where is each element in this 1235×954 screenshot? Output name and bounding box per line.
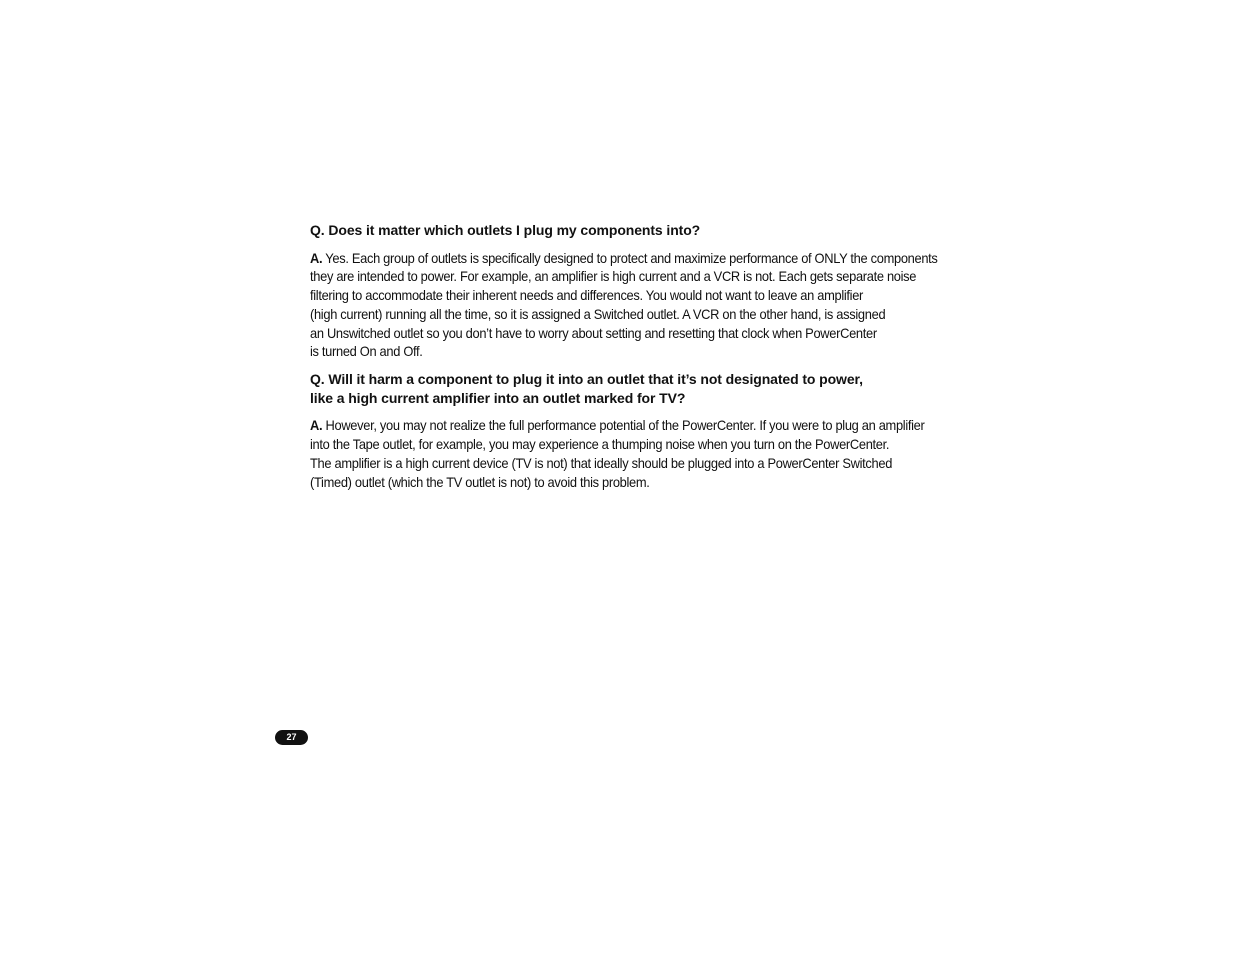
question-line: like a high current amplifier into an outlet marked for TV? xyxy=(310,389,686,406)
answer-label: A. xyxy=(310,417,323,434)
page-number-badge: 27 xyxy=(275,730,308,745)
answer-paragraph xyxy=(310,416,991,491)
answer-paragraph xyxy=(310,249,991,362)
question-heading xyxy=(310,370,990,407)
answer-line: (Timed) outlet (which the TV outlet is not) to avoid this problem. xyxy=(310,473,650,490)
answer-label: A. xyxy=(310,249,323,266)
answer-line: is turned On and Off. xyxy=(310,343,423,360)
answer-line: into the Tape outlet, for example, you may experience a thumping noise when you turn on the PowerCenter. xyxy=(310,436,890,453)
answer-line: they are intended to power. For example, an amplifier is high current and a VCR is not. Each gets separate noise xyxy=(310,268,917,285)
faq-content xyxy=(310,221,990,500)
faq-item-outlets xyxy=(310,221,990,361)
answer-line: filtering to accommodate their inherent needs and differences. You would not want to leave an amplifier xyxy=(310,287,864,304)
question-line: Q. Will it harm a component to plug it into an outlet that it’s not designated to power, xyxy=(310,371,863,388)
answer-line: A. Yes. Each group of outlets is specifically designed to protect and maximize performance of ONLY the components xyxy=(310,249,938,266)
answer-line: The amplifier is a high current device (TV is not) that ideally should be plugged into a PowerCenter Switched xyxy=(310,454,893,471)
answer-line: A. However, you may not realize the full performance potential of the PowerCenter. If you were to plug an amplifier xyxy=(310,417,925,434)
answer-line: (high current) running all the time, so it is assigned a Switched outlet. A VCR on the other hand, is assigned xyxy=(310,305,886,322)
faq-item-harm xyxy=(310,370,990,491)
question-line: Q. Does it matter which outlets I plug my components into? xyxy=(310,222,701,238)
question-heading xyxy=(310,221,990,240)
answer-line: an Unswitched outlet so you don’t have to worry about setting and resetting that clock when PowerCenter xyxy=(310,324,877,341)
